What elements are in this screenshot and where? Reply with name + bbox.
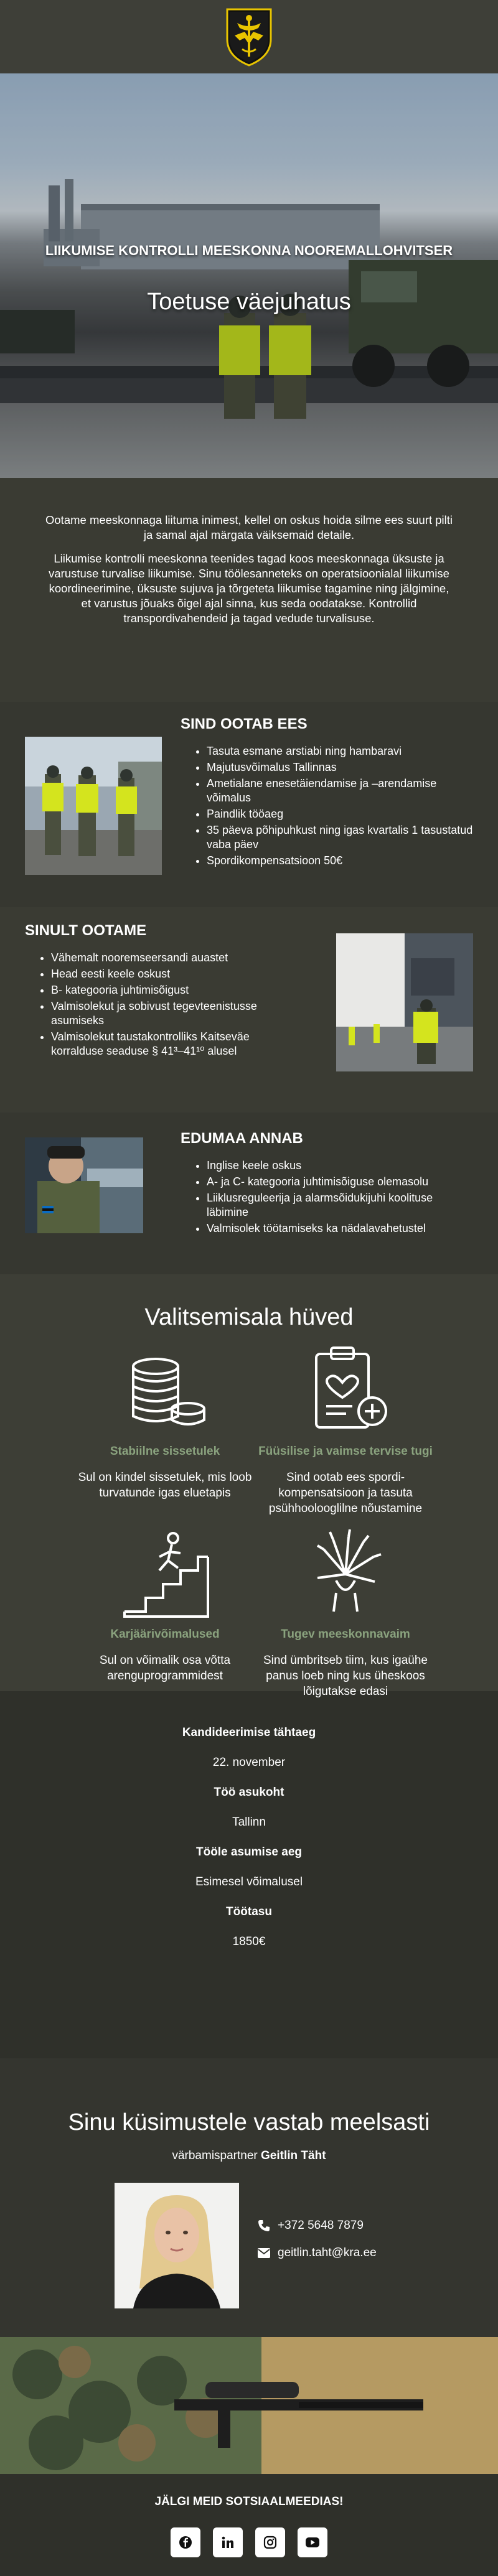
list-item: • Head eesti keele oskust [51,967,299,981]
list-item: • B- kategooria juhtimisõigust [51,983,299,997]
benefit-desc: Sul on võimalik osa võtta arenguprogrammidest [99,1654,231,1682]
youtube-icon [305,2537,320,2548]
list-item: • Valmisolek töötamiseks ka nädalavahetustel [207,1221,473,1236]
phone-icon [258,2219,270,2232]
list-item: • Inglise keele oskus [207,1159,473,1173]
list-item: • Vähemalt nooremseersandi auastet [51,951,299,965]
coins-stack-icon [118,1342,212,1435]
medical-clipboard-icon [299,1342,392,1435]
sniper-banner-photo [0,2337,498,2474]
benefit-desc: Sind ootab ees spordi-kompensatsioon ja tasuta psühhoolooglilne nõustamine [268,1471,423,1515]
benefit-title: Füüsilise ja vaimse tervise tugi [258,1445,433,1458]
facebook-link[interactable] [171,2527,200,2557]
facebook-icon [179,2536,192,2549]
salary-label: Töötasu [226,1905,272,1918]
benefit-card [72,1342,258,1501]
benefit-card [252,1524,439,1699]
soldiers-photo [25,737,162,875]
list-item: • Ametialane enesetäiendamise ja –arendamise võimalus [207,777,473,805]
team-hands-icon [299,1524,392,1618]
advantage-title: EDUMAA ANNAB [181,1130,303,1147]
recruiter-photo [115,2183,239,2308]
youtube-link[interactable] [298,2527,327,2557]
expect-section [0,907,498,1113]
list-item: • Valmisolekut ja sobivust tegevteenistusse asumiseks [51,999,299,1028]
hero-banner [0,73,498,478]
benefit-card [252,1342,439,1516]
deadline-label: Kandideerimise tähtaeg [182,1726,316,1739]
offer-list [193,744,473,870]
expect-title: SINULT OOTAME [25,922,147,939]
benefits-section [0,1274,498,1698]
benefit-desc: Sind ümbritseb tiim, kus igaühe panus loeb ning kus üheskoos lõigutakse edasi [263,1654,428,1698]
linkedin-link[interactable] [213,2527,243,2557]
intro-paragraph: Ootame meeskonnaga liituma inimest, kellel on oskus hoida silme ees suurt pilti ja samal ajal märgata väiksemaid detaile. [45,513,453,541]
start-label: Tööle asumise aeg [195,1846,302,1859]
list-item: • Spordikompensatsioon 50€ [207,854,473,868]
career-stairs-icon [118,1524,212,1618]
list-item: • Liiklusreguleerija ja alarmsõidukijuhi koolituse läbimine [207,1191,473,1220]
instagram-icon [263,2536,277,2549]
benefit-title: Tugev meeskonnavaim [281,1628,410,1641]
job-details [0,1691,498,2058]
soldier-portrait-photo [25,1137,143,1233]
envelope-icon [258,2248,270,2258]
benefit-title: Karjäärivõimalused [110,1628,220,1641]
phone-number[interactable]: +372 5648 7879 [278,2219,364,2232]
expect-list [37,951,299,1060]
list-item: • Paindlik tööaeg [207,807,473,821]
hero-photo [0,73,498,478]
benefits-title: Valitsemisala hüved [144,1304,354,1330]
partner-line [0,2149,498,2163]
contact-title: Sinu küsimustele vastab meelsasti [68,2109,430,2135]
social-links [0,2527,498,2557]
location-label: Töö asukoht [214,1786,284,1799]
list-item: • 35 päeva põhipuhkust ning igas kvartalis 1 tasustatud vaba päev [207,823,473,852]
advantage-list [193,1159,473,1238]
benefit-title: Stabiilne sissetulek [110,1445,220,1458]
kaitsevagi-crest-icon[interactable] [223,7,275,67]
site-header [0,0,498,73]
list-item: • Tasuta esmane arstiabi ning hambaravi [207,744,473,758]
contact-section [0,2058,498,2337]
contact-email[interactable] [258,2246,377,2260]
port-photo [336,933,473,1071]
benefit-desc: Sul on kindel sissetulek, mis loob turvatunde igas eluetapis [78,1471,252,1500]
site-footer [0,2474,498,2576]
hero-title: Toetuse väejuhatus [147,289,351,315]
partner-name: Geitlin Täht [261,2149,326,2162]
advantage-section [0,1113,498,1274]
offer-title: SIND OOTAB EES [181,716,308,732]
location-value: Tallinn [232,1816,266,1829]
benefit-card [72,1524,258,1684]
linkedin-icon [221,2536,235,2549]
start-value: Esimesel võimalusel [195,1875,303,1888]
email-address[interactable]: geitlin.taht@kra.ee [278,2246,377,2259]
hero-eyebrow: LIIKUMISE KONTROLLI MEESKONNA NOOREMALLOHVITSER [45,243,453,258]
list-item: • A- ja C- kategooria juhtimisõiguse olemasolu [207,1175,473,1189]
footer-title: JÄLGI MEID SOTSIAALMEEDIAS! [154,2495,344,2508]
list-item: • Majutusvõimalus Tallinnas [207,760,473,775]
list-item: • Valmisolekut taustakontrolliks Kaitseväe korralduse seaduse § 41³–41¹⁰ alusel [51,1030,299,1058]
salary-value: 1850€ [232,1935,266,1948]
contact-phone[interactable] [258,2219,364,2233]
offer-section [0,702,498,907]
intro-paragraph: Liikumise kontrolli meeskonna teenides tagad koos meeskonnaga üksuste ja varustuse turvalise liikumise. Sinu töölesanneteks on operatsioonialal liikumise koordineerimine, üksuste sujuva ja tõrgeteta liikumise tagamine ning jälgimine, et varustus jõuaks õigel ajal sinna, kus seda oodatakse. Kontrollid transpordivahendeid ja tagad vedude turvalisuse. [49,552,449,625]
intro-section [0,478,498,702]
instagram-link[interactable] [255,2527,285,2557]
partner-prefix: värbamispartner [172,2149,258,2162]
deadline-value: 22. november [212,1756,286,1769]
